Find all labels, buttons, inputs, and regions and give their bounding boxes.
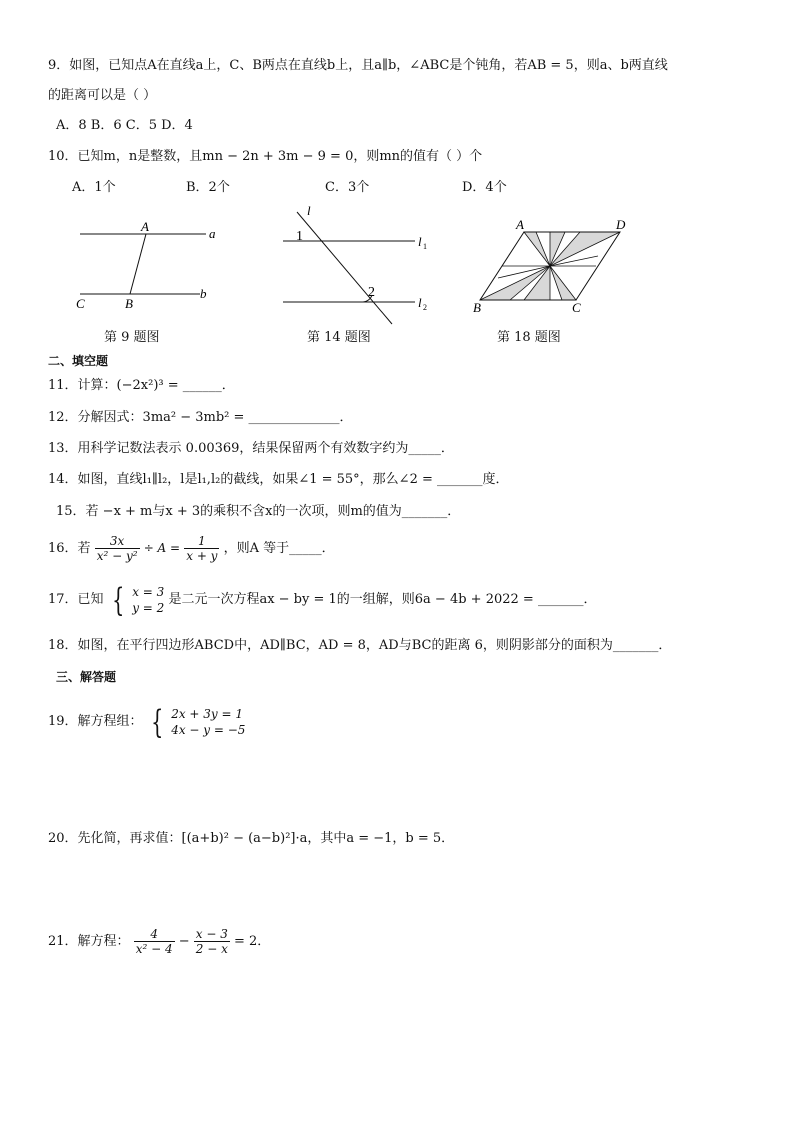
q17 bbox=[48, 580, 596, 620]
fig14-label-l: l bbox=[307, 203, 311, 218]
q21-fraction-1 bbox=[134, 927, 175, 956]
q21-frac2-den: 2 − x bbox=[195, 942, 228, 956]
q21-frac1-num: 4 bbox=[134, 927, 175, 942]
q19-eq-1: 2x + 3y = 1 bbox=[171, 706, 244, 721]
q17-sys-2: y = 2 bbox=[132, 600, 165, 615]
fig9-label-a: a bbox=[209, 226, 216, 241]
q19-system bbox=[171, 706, 245, 738]
q17-brace: { bbox=[111, 580, 124, 619]
fig9-label-C: C bbox=[76, 296, 85, 311]
fig9-label-B: B bbox=[125, 296, 133, 311]
q16-frac1-num: 3x bbox=[95, 534, 140, 549]
figure-18 bbox=[470, 212, 640, 316]
q12-stem: 12．分解因式：3ma² − 3mb² = ______________． bbox=[48, 410, 353, 425]
q10-option-b: B．2个 bbox=[186, 180, 230, 195]
figure-9 bbox=[70, 212, 230, 312]
q16-frac2-den: x + y bbox=[186, 549, 218, 563]
q9-line2: 的距离可以是（ ） bbox=[48, 88, 157, 103]
q11-stem: 11．计算：(−2x²)³ = ______． bbox=[48, 378, 235, 393]
q16-prefix: 16．若 bbox=[48, 541, 91, 556]
fig18-label-C: C bbox=[572, 300, 581, 315]
q21-suffix: = 2． bbox=[234, 934, 271, 949]
fig14-angle-1: 1 bbox=[296, 229, 303, 244]
fig14-transversal-l bbox=[297, 212, 392, 324]
q21-frac1-den: x² − 4 bbox=[135, 942, 173, 956]
q17-prefix: 17．已知 bbox=[48, 592, 104, 607]
q21-minus: − bbox=[178, 934, 190, 949]
q19-eq-2: 4x − y = −5 bbox=[171, 722, 246, 737]
fig9-caption: 第 9 题图 bbox=[104, 330, 160, 345]
fig14-label-l1-sub: 1 bbox=[423, 242, 427, 251]
section-2-title: 二、填空题 bbox=[48, 354, 109, 368]
fig14-label-l2-sub: 2 bbox=[423, 303, 427, 312]
q21 bbox=[48, 924, 270, 960]
q21-fraction-2 bbox=[194, 927, 230, 956]
q16-middle: ÷ A = bbox=[143, 541, 181, 555]
fig18-shade-1 bbox=[524, 232, 550, 266]
q21-frac2-num: x − 3 bbox=[195, 927, 228, 941]
fig18-label-B: B bbox=[473, 300, 481, 315]
q19 bbox=[48, 702, 245, 742]
section-3-title: 三、解答题 bbox=[56, 670, 117, 684]
q10-stem: 10．已知m，n是整数，且mn − 2n + 3m − 9 = 0，则mn的值有（ ）个 bbox=[48, 149, 483, 164]
q14-stem: 14．如图，直线l₁∥l₂，l是l₁,l₂的截线，如果∠1 = 55°，那么∠2 = _______度． bbox=[48, 472, 509, 487]
q10-option-a: A．1个 bbox=[72, 180, 116, 195]
q20-stem: 20．先化简，再求值：[(a+b)² − (a−b)²]·a，其中a = −1，b = 5． bbox=[48, 831, 455, 846]
q19-brace: { bbox=[150, 702, 163, 741]
q16-fraction-2 bbox=[184, 534, 219, 563]
figure-14 bbox=[275, 200, 445, 325]
q19-prefix: 19．解方程组： bbox=[48, 714, 143, 729]
q15-stem: 15．若 −x + m与x + 3的乘积不含x的一次项，则m的值为_______． bbox=[56, 504, 461, 519]
q17-sys-1: x = 3 bbox=[132, 584, 165, 599]
q10-option-d: D．4个 bbox=[462, 180, 507, 195]
fig14-label-l2: l bbox=[418, 295, 422, 310]
fig14-angle-2: 2 bbox=[368, 285, 375, 300]
q16-frac2-num: 1 bbox=[184, 534, 219, 549]
fig9-label-A: A bbox=[141, 219, 149, 234]
q9-line1: 9．如图，已知点A在直线a上，C、B两点在直线b上，且a∥b，∠ABC是个钝角，若AB = 5，则a、b两直线 bbox=[48, 58, 668, 73]
fig9-segment-ab bbox=[130, 234, 146, 294]
fig18-label-D: D bbox=[616, 217, 626, 232]
q21-prefix: 21．解方程： bbox=[48, 934, 130, 949]
fig18-caption: 第 18 题图 bbox=[497, 330, 561, 345]
fig18-label-A: A bbox=[516, 217, 524, 232]
q17-system bbox=[132, 584, 164, 616]
q18-stem: 18．如图，在平行四边形ABCD中，AD∥BC，AD = 8，AD与BC的距离 6，则阴影部分的面积为_______． bbox=[48, 638, 672, 653]
fig14-caption: 第 14 题图 bbox=[307, 330, 371, 345]
q16-fraction-1 bbox=[95, 534, 140, 563]
fig9-label-b: b bbox=[200, 286, 207, 301]
q17-suffix: 是二元一次方程ax − by = 1的一组解，则6a − 4b + 2022 = _______． bbox=[168, 592, 597, 607]
fig18-shade-5 bbox=[550, 266, 576, 300]
fig14-label-l1: l bbox=[418, 234, 422, 249]
q13-stem: 13．用科学记数法表示 0.00369，结果保留两个有效数字约为_____． bbox=[48, 441, 454, 456]
q16-frac1-den: x² − y² bbox=[96, 549, 138, 563]
q16 bbox=[48, 530, 335, 567]
q9-options: A．8 B．6 C．5 D．4 bbox=[56, 118, 193, 133]
q16-suffix: ，则A 等于_____． bbox=[223, 541, 335, 556]
q10-option-c: C．3个 bbox=[325, 180, 370, 195]
